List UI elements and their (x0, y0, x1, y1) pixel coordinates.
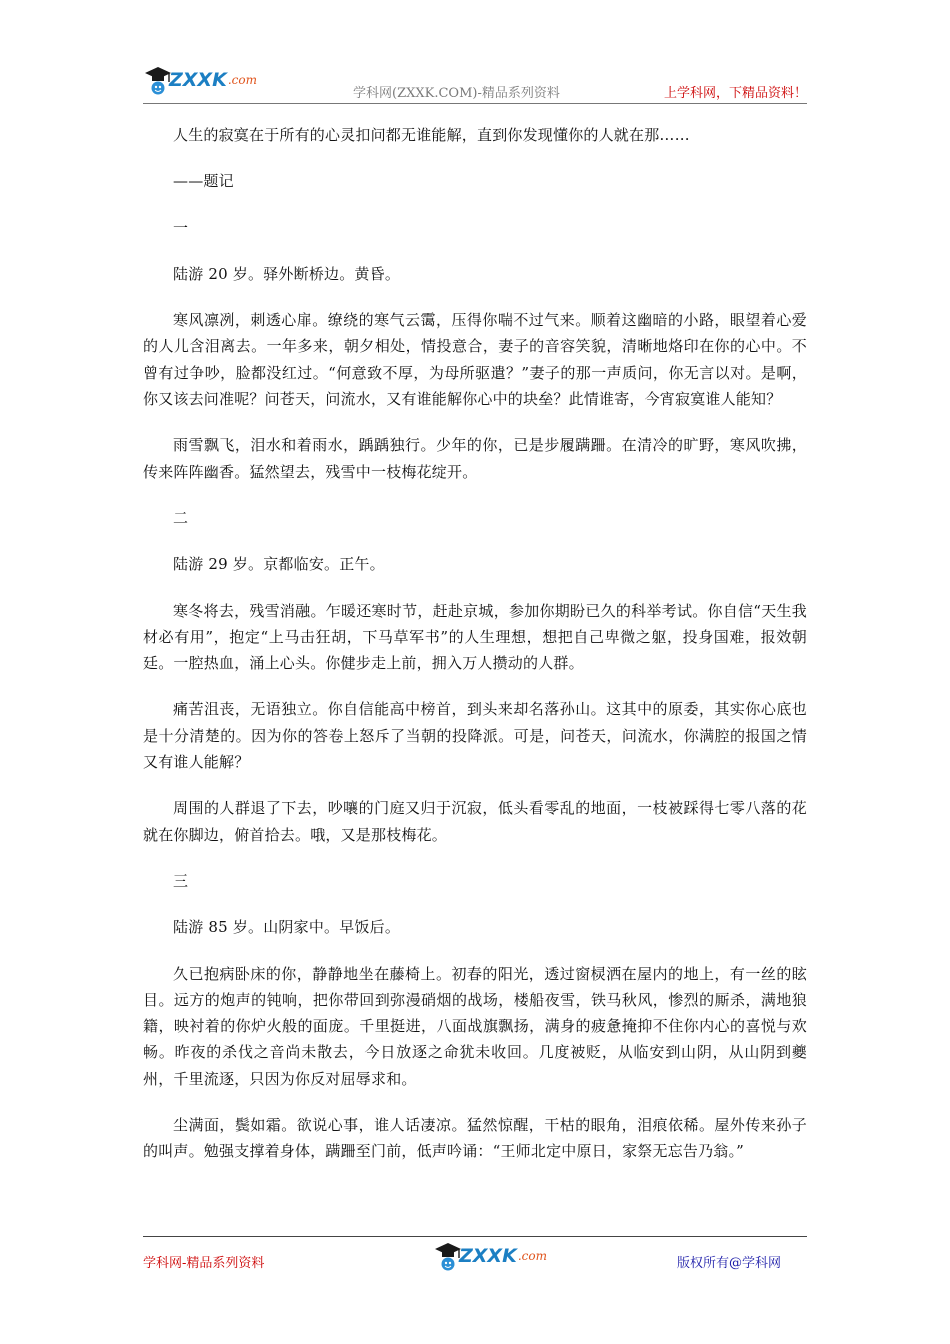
header-slogan: 上学科网，下精品资料！ (663, 86, 807, 101)
header-site-title: 学科网(ZXXK.COM)-精品系列资料 (353, 86, 560, 101)
paragraph: 寒风凛冽，刺透心扉。缭绕的寒气云霭，压得你喘不过气来。顺着这幽暗的小路，眼望着心爱的人儿含泪离去。一年多来，朝夕相处，情投意合，妻子的音容笑貌，清晰地烙印在你的心中。不曾有过争吵，脸都没红过。“何意致不厚，为母所驱遣？”妻子的那一声质问，你无言以对。是啊，你又该去问准呢？问苍天，问流水，又有谁能解你心中的块垒？此情谁寄，今宵寂寞谁人能知？ (143, 311, 807, 409)
epigraph-attribution: ——题记 (173, 172, 234, 191)
logo-suffix: .com (517, 1249, 547, 1263)
paragraph: 久已抱病卧床的你，静静地坐在藤椅上。初春的阳光，透过窗棂洒在屋内的地上，有一丝的眩目。远方的炮声的钝响，把你带回到弥漫硝烟的战场，楼船夜雪，铁马秋风，惨烈的厮杀，满地狼籍，映衬着的你炉火般的面庞。千里挺进，八面战旗飘扬，满身的疲惫掩抑不住你内心的喜悦与欢畅。昨夜的杀伐之音尚未散去，今日放逐之命犹未收回。几度被贬，从临安到山阴，从山阴到夔州，千里流逐，只因为你反对屈辱求和。 (143, 964, 807, 1088)
logo-text: ZXXK (459, 1245, 517, 1267)
paragraph: 痛苦沮丧，无语独立。你自信能高中榜首，到头来却名落孙山。这其中的原委，其实你心底也是十分清楚的。因为你的答卷上怒斥了当朝的投降派。可是，问苍天，问流水，你满腔的报国之情又有谁人能解？ (143, 700, 807, 772)
zxxk-footer-logo[interactable] (433, 1240, 547, 1272)
footer-site-label: 学科网-精品系列资料 (143, 1256, 265, 1271)
page-header (143, 64, 807, 104)
section-1-scene: 陆游 20 岁。驿外断桥边。黄昏。 (173, 264, 401, 283)
article-body (143, 122, 807, 1165)
header-divider (143, 103, 807, 104)
section-3-scene: 陆游 85 岁。山阴家中。早饭后。 (173, 918, 401, 937)
page-footer (143, 1236, 807, 1286)
paragraph: 尘满面，鬓如霜。欲说心事，谁人话凄凉。猛然惊醒，干枯的眼角，泪痕依稀。屋外传来孙子的叫声。勉强支撑着身体，蹒跚至门前，低声吟诵：“王师北定中原日，家祭无忘告乃翁。” (143, 1116, 807, 1161)
footer-copyright: 版权所有@学科网 (676, 1256, 781, 1271)
section-heading-3: 三 (173, 871, 189, 890)
paragraph: 周围的人群退了下去，吵嚷的门庭又归于沉寂，低头看零乱的地面，一枝被踩得七零八落的花就在你脚边，俯首拾去。哦，又是那枝梅花。 (143, 799, 807, 844)
epigraph: 人生的寂寞在于所有的心灵扣问都无谁能解，直到你发现懂你的人就在那…… (173, 126, 690, 144)
section-2-scene: 陆游 29 岁。京都临安。正午。 (173, 555, 385, 574)
section-heading-2: 二 (173, 508, 189, 527)
zxxk-logo[interactable] (143, 64, 257, 96)
section-heading-1: 一 (173, 218, 189, 237)
paragraph: 寒冬将去，残雪消融。乍暖还寒时节，赶赴京城，参加你期盼已久的科举考试。你自信“天生我材必有用”，抱定“上马击狂胡，下马草军书”的人生理想，想把自己卑微之躯，投身国难，报效朝廷。一腔热血，涌上心头。你健步走上前，拥入万人攒动的人群。 (143, 601, 807, 673)
logo-text: ZXXK (169, 69, 227, 91)
paragraph: 雨雪飘飞，泪水和着雨水，踽踽独行。少年的你，已是步履蹒跚。在清冷的旷野，寒风吹拂，传来阵阵幽香。猛然望去，残雪中一枝梅花绽开。 (143, 436, 807, 481)
logo-suffix: .com (227, 73, 257, 87)
